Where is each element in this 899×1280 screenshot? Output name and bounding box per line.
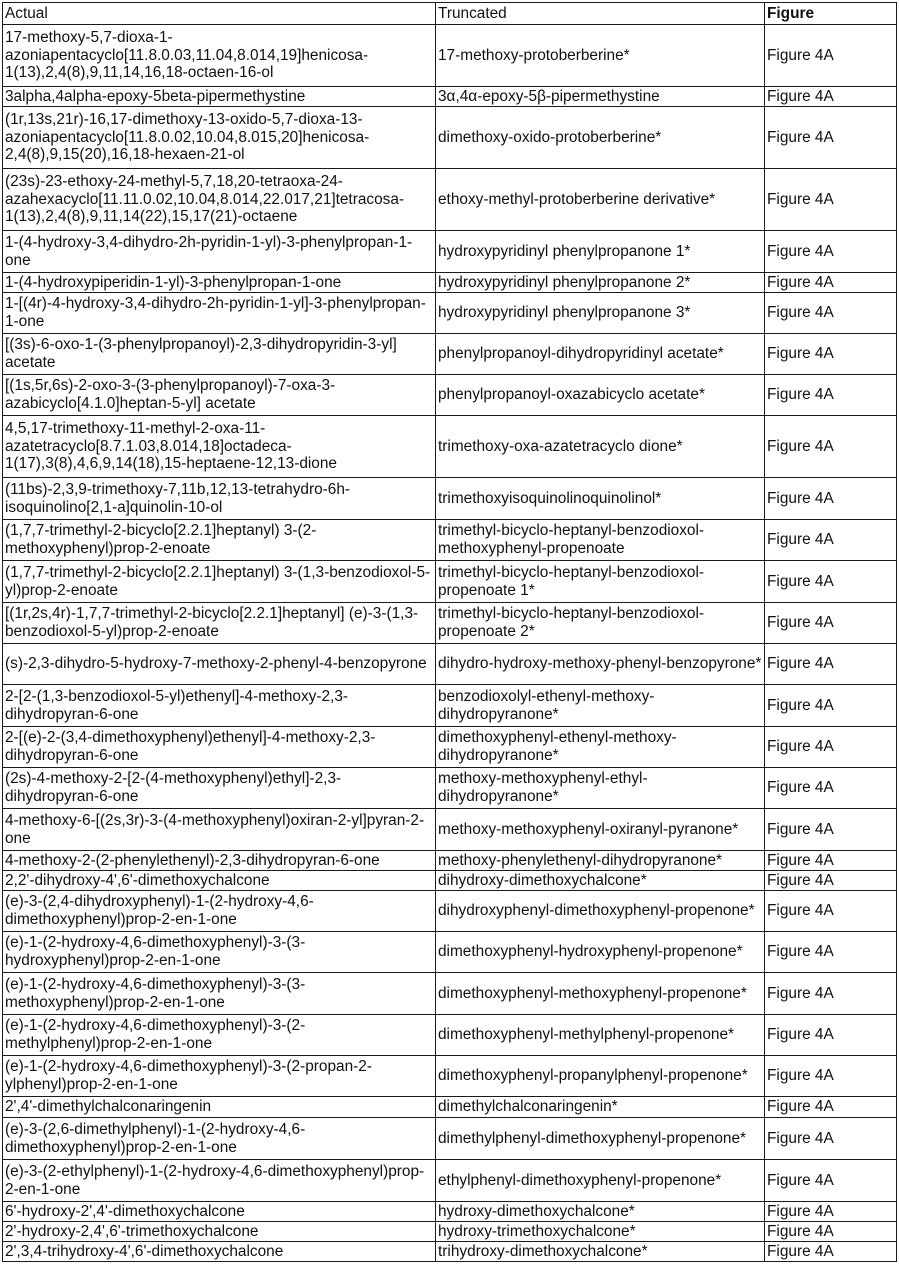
cell-truncated: methoxy-methoxyphenyl-ethyl-dihydropyranone* xyxy=(436,768,765,809)
cell-truncated: 3α,4α-epoxy-5β-pipermethystine xyxy=(436,87,765,107)
cell-truncated: dihydroxyphenyl-dimethoxyphenyl-propenone* xyxy=(436,891,765,932)
cell-truncated: dihydroxy-dimethoxychalcone* xyxy=(436,871,765,891)
table-row xyxy=(3,478,897,520)
table-row xyxy=(3,87,897,107)
table-row xyxy=(3,891,897,932)
compound-name-table-sheet xyxy=(2,2,896,1262)
table-row xyxy=(3,973,897,1015)
cell-actual: 2-[2-(1,3-benzodioxol-5-yl)ethenyl]-4-methoxy-2,3-dihydropyran-6-one xyxy=(3,685,436,727)
cell-truncated: hydroxypyridinyl phenylpropanone 3* xyxy=(436,293,765,334)
cell-figure: Figure 4A xyxy=(765,1202,897,1222)
cell-figure: Figure 4A xyxy=(765,416,897,478)
cell-figure: Figure 4A xyxy=(765,603,897,644)
cell-figure: Figure 4A xyxy=(765,1160,897,1202)
cell-truncated: dimethylchalconaringenin* xyxy=(436,1097,765,1118)
cell-actual: [(1s,5r,6s)-2-oxo-3-(3-phenylpropanoyl)-7-oxa-3-azabicyclo[4.1.0]heptan-5-yl] acetate xyxy=(3,375,436,416)
cell-actual: (1r,13s,21r)-16,17-dimethoxy-13-oxido-5,7-dioxa-13-azoniapentacyclo[11.8.0.02,10.04,8.015,20]henicosa-2,4(8),9,15(20),16,18-hexaen-21-ol xyxy=(3,107,436,169)
cell-actual: 2-[(e)-2-(3,4-dimethoxyphenyl)ethenyl]-4-methoxy-2,3-dihydropyran-6-one xyxy=(3,727,436,768)
table-row xyxy=(3,231,897,273)
header-actual: Actual xyxy=(3,3,436,25)
cell-figure: Figure 4A xyxy=(765,1222,897,1242)
cell-figure: Figure 4A xyxy=(765,685,897,727)
cell-actual: (11bs)-2,3,9-trimethoxy-7,11b,12,13-tetrahydro-6h-isoquinolino[2,1-a]quinolin-10-ol xyxy=(3,478,436,520)
cell-truncated: trimethoxy-oxa-azatetracyclo dione* xyxy=(436,416,765,478)
cell-figure: Figure 4A xyxy=(765,87,897,107)
cell-figure: Figure 4A xyxy=(765,727,897,768)
cell-actual: (e)-1-(2-hydroxy-4,6-dimethoxyphenyl)-3-(2-propan-2-ylphenyl)prop-2-en-1-one xyxy=(3,1056,436,1097)
cell-truncated: dimethylphenyl-dimethoxyphenyl-propenone* xyxy=(436,1118,765,1160)
cell-actual: [(1r,2s,4r)-1,7,7-trimethyl-2-bicyclo[2.2.1]heptanyl] (e)-3-(1,3-benzodioxol-5-yl)prop-2-enoate xyxy=(3,603,436,644)
cell-actual: (e)-3-(2,6-dimethylphenyl)-1-(2-hydroxy-4,6-dimethoxyphenyl)prop-2-en-1-one xyxy=(3,1118,436,1160)
cell-truncated: dimethoxyphenyl-propanylphenyl-propenone* xyxy=(436,1056,765,1097)
cell-truncated: ethoxy-methyl-protoberberine derivative* xyxy=(436,169,765,231)
table-row xyxy=(3,768,897,809)
table-row xyxy=(3,1202,897,1222)
table-row xyxy=(3,107,897,169)
cell-truncated: phenylpropanoyl-oxazabicyclo acetate* xyxy=(436,375,765,416)
cell-actual: 6'-hydroxy-2',4'-dimethoxychalcone xyxy=(3,1202,436,1222)
cell-truncated: dimethoxyphenyl-hydroxyphenyl-propenone* xyxy=(436,932,765,973)
cell-truncated: dihydro-hydroxy-methoxy-phenyl-benzopyrone* xyxy=(436,644,765,685)
cell-truncated: hydroxy-trimethoxychalcone* xyxy=(436,1222,765,1242)
table-row xyxy=(3,293,897,334)
table-row xyxy=(3,1222,897,1242)
table-row xyxy=(3,851,897,871)
compound-name-table xyxy=(2,2,897,1262)
cell-actual: 1-(4-hydroxy-3,4-dihydro-2h-pyridin-1-yl)-3-phenylpropan-1-one xyxy=(3,231,436,273)
cell-truncated: trimethoxyisoquinolinoquinolinol* xyxy=(436,478,765,520)
table-row xyxy=(3,273,897,293)
cell-figure: Figure 4A xyxy=(765,973,897,1015)
cell-figure: Figure 4A xyxy=(765,107,897,169)
table-row xyxy=(3,685,897,727)
cell-truncated: trihydroxy-dimethoxychalcone* xyxy=(436,1242,765,1262)
header-truncated: Truncated xyxy=(436,3,765,25)
cell-truncated: hydroxy-dimethoxychalcone* xyxy=(436,1202,765,1222)
table-row xyxy=(3,169,897,231)
cell-truncated: dimethoxyphenyl-ethenyl-methoxy-dihydropyranone* xyxy=(436,727,765,768)
header-row xyxy=(3,3,897,25)
cell-figure: Figure 4A xyxy=(765,520,897,561)
cell-figure: Figure 4A xyxy=(765,809,897,851)
table-row xyxy=(3,334,897,375)
cell-truncated: methoxy-phenylethenyl-dihydropyranone* xyxy=(436,851,765,871)
table-row xyxy=(3,561,897,603)
cell-actual: (e)-1-(2-hydroxy-4,6-dimethoxyphenyl)-3-(3-hydroxyphenyl)prop-2-en-1-one xyxy=(3,932,436,973)
cell-figure: Figure 4A xyxy=(765,644,897,685)
cell-figure: Figure 4A xyxy=(765,1118,897,1160)
header-figure: Figure xyxy=(765,3,897,25)
cell-truncated: hydroxypyridinyl phenylpropanone 2* xyxy=(436,273,765,293)
cell-figure: Figure 4A xyxy=(765,478,897,520)
cell-figure: Figure 4A xyxy=(765,25,897,87)
cell-actual: 17-methoxy-5,7-dioxa-1-azoniapentacyclo[11.8.0.03,11.04,8.014,19]henicosa-1(13),2,4(8),9,11,14,16,18-octaen-16-ol xyxy=(3,25,436,87)
cell-actual: 3alpha,4alpha-epoxy-5beta-pipermethystine xyxy=(3,87,436,107)
cell-truncated: hydroxypyridinyl phenylpropanone 1* xyxy=(436,231,765,273)
cell-figure: Figure 4A xyxy=(765,273,897,293)
cell-truncated: trimethyl-bicyclo-heptanyl-benzodioxol-methoxyphenyl-propenoate xyxy=(436,520,765,561)
table-row xyxy=(3,1015,897,1056)
cell-actual: 4-methoxy-6-[(2s,3r)-3-(4-methoxyphenyl)oxiran-2-yl]pyran-2-one xyxy=(3,809,436,851)
cell-truncated: ethylphenyl-dimethoxyphenyl-propenone* xyxy=(436,1160,765,1202)
cell-figure: Figure 4A xyxy=(765,1242,897,1262)
cell-truncated: dimethoxyphenyl-methylphenyl-propenone* xyxy=(436,1015,765,1056)
cell-truncated: trimethyl-bicyclo-heptanyl-benzodioxol-propenoate 1* xyxy=(436,561,765,603)
table-row xyxy=(3,520,897,561)
cell-figure: Figure 4A xyxy=(765,561,897,603)
cell-truncated: trimethyl-bicyclo-heptanyl-benzodioxol-propenoate 2* xyxy=(436,603,765,644)
cell-actual: 4-methoxy-2-(2-phenylethenyl)-2,3-dihydropyran-6-one xyxy=(3,851,436,871)
cell-actual: (s)-2,3-dihydro-5-hydroxy-7-methoxy-2-phenyl-4-benzopyrone xyxy=(3,644,436,685)
cell-actual: [(3s)-6-oxo-1-(3-phenylpropanoyl)-2,3-dihydropyridin-3-yl] acetate xyxy=(3,334,436,375)
table-row xyxy=(3,375,897,416)
table-row xyxy=(3,1242,897,1262)
cell-figure: Figure 4A xyxy=(765,891,897,932)
cell-figure: Figure 4A xyxy=(765,1097,897,1118)
table-row xyxy=(3,809,897,851)
cell-figure: Figure 4A xyxy=(765,851,897,871)
cell-figure: Figure 4A xyxy=(765,169,897,231)
cell-actual: (1,7,7-trimethyl-2-bicyclo[2.2.1]heptanyl) 3-(1,3-benzodioxol-5-yl)prop-2-enoate xyxy=(3,561,436,603)
cell-truncated: methoxy-methoxyphenyl-oxiranyl-pyranone* xyxy=(436,809,765,851)
cell-figure: Figure 4A xyxy=(765,871,897,891)
table-row xyxy=(3,644,897,685)
cell-figure: Figure 4A xyxy=(765,932,897,973)
table-row xyxy=(3,603,897,644)
cell-actual: 1-[(4r)-4-hydroxy-3,4-dihydro-2h-pyridin-1-yl]-3-phenylpropan-1-one xyxy=(3,293,436,334)
table-row xyxy=(3,932,897,973)
table-row xyxy=(3,1056,897,1097)
cell-actual: 2'-hydroxy-2,4',6'-trimethoxychalcone xyxy=(3,1222,436,1242)
table-body xyxy=(3,25,897,1262)
table-row xyxy=(3,1118,897,1160)
cell-actual: 1-(4-hydroxypiperidin-1-yl)-3-phenylpropan-1-one xyxy=(3,273,436,293)
table-row xyxy=(3,871,897,891)
cell-figure: Figure 4A xyxy=(765,231,897,273)
cell-figure: Figure 4A xyxy=(765,768,897,809)
cell-figure: Figure 4A xyxy=(765,334,897,375)
cell-actual: 4,5,17-trimethoxy-11-methyl-2-oxa-11-azatetracyclo[8.7.1.03,8.014,18]octadeca-1(17),3(8),4,6,9,14(18),15-heptaene-12,13-dione xyxy=(3,416,436,478)
cell-figure: Figure 4A xyxy=(765,375,897,416)
cell-figure: Figure 4A xyxy=(765,1056,897,1097)
cell-actual: 2,2'-dihydroxy-4',6'-dimethoxychalcone xyxy=(3,871,436,891)
cell-figure: Figure 4A xyxy=(765,1015,897,1056)
table-row xyxy=(3,1160,897,1202)
table-row xyxy=(3,25,897,87)
cell-actual: 2',3,4-trihydroxy-4',6'-dimethoxychalcone xyxy=(3,1242,436,1262)
cell-truncated: 17-methoxy-protoberberine* xyxy=(436,25,765,87)
table-row xyxy=(3,1097,897,1118)
cell-truncated: dimethoxyphenyl-methoxyphenyl-propenone* xyxy=(436,973,765,1015)
cell-actual: (e)-1-(2-hydroxy-4,6-dimethoxyphenyl)-3-(3-methoxyphenyl)prop-2-en-1-one xyxy=(3,973,436,1015)
cell-truncated: phenylpropanoyl-dihydropyridinyl acetate* xyxy=(436,334,765,375)
cell-actual: (2s)-4-methoxy-2-[2-(4-methoxyphenyl)ethyl]-2,3-dihydropyran-6-one xyxy=(3,768,436,809)
cell-actual: (e)-1-(2-hydroxy-4,6-dimethoxyphenyl)-3-(2-methylphenyl)prop-2-en-1-one xyxy=(3,1015,436,1056)
table-row xyxy=(3,727,897,768)
cell-figure: Figure 4A xyxy=(765,293,897,334)
cell-truncated: benzodioxolyl-ethenyl-methoxy-dihydropyranone* xyxy=(436,685,765,727)
cell-actual: (23s)-23-ethoxy-24-methyl-5,7,18,20-tetraoxa-24-azahexacyclo[11.11.0.02,10.04,8.014,22.017,21]tetracosa-1(13),2,4(8),9,11,14(22),15,17(21)-octaene xyxy=(3,169,436,231)
table-row xyxy=(3,416,897,478)
cell-actual: (1,7,7-trimethyl-2-bicyclo[2.2.1]heptanyl) 3-(2-methoxyphenyl)prop-2-enoate xyxy=(3,520,436,561)
cell-truncated: dimethoxy-oxido-protoberberine* xyxy=(436,107,765,169)
cell-actual: (e)-3-(2-ethylphenyl)-1-(2-hydroxy-4,6-dimethoxyphenyl)prop-2-en-1-one xyxy=(3,1160,436,1202)
cell-actual: (e)-3-(2,4-dihydroxyphenyl)-1-(2-hydroxy-4,6-dimethoxyphenyl)prop-2-en-1-one xyxy=(3,891,436,932)
cell-actual: 2',4'-dimethylchalconaringenin xyxy=(3,1097,436,1118)
